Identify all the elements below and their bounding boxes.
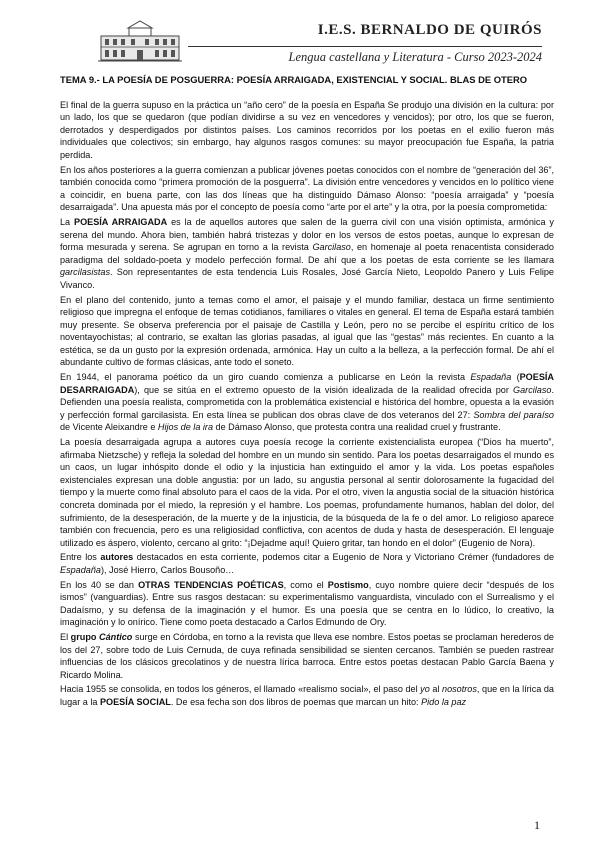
text-run: Entre los <box>60 552 101 563</box>
document-body <box>60 74 554 711</box>
text-run: ), José Hierro, Carlos Bousoño… <box>100 564 235 575</box>
text-run: destacados en esta corriente, podemos citar a Eugenio de Nora y Victoriano Crémer (fundadores de <box>133 552 554 563</box>
text-run: Pido la paz <box>421 696 467 707</box>
text-run: , en homenaje al poeta renacentista considerado paradigma del soldado-poeta y modelo perfección formal. De ahí que a los poetas de esta corriente se les llamara <box>60 242 554 265</box>
header-divider <box>188 46 542 47</box>
text-run: En 1944, el panorama poético da un giro cuando comienza a publicarse en León la revista <box>60 372 471 383</box>
paragraph <box>60 551 554 576</box>
text-run: La poesía desarraigada agrupa a autores cuya poesía recoge la corriente existencialista europea (“Dios ha muerto”, afirmaba Nietzsche) y refleja la soledad del hombre en un mundo sin sentido. Para los poetas desarraigados el mundo es un caos, un lugar inhóspito donde el odio y la injusticia han extinguido el amor y la vida. Los poetas españoles existenciales expresan una doble angustia: por un lado, su angustia personal al sentir dolorosamente la fugacidad del tiempo y la muerte como final absoluto para el caos de la vida. Por el otro, viven la angustia social de la situación histórica concreta dominada por el miedo, la represión y el hambre. Los poemas, profundamente humanos, hablan del dolor, del sufrimiento, de la desesperación, de la muerte y de la injusticia, de la búsqueda de la fe o del amor. Lo religioso aparece también con frecuencia, pero es una religiosidad conflictiva, con acentos de duda y hasta de desesperación. El lenguaje utilizado es áspero, violento, cercano al grito: “¡Dejadme aquí! Quiero gritar, tan hondo en el dolor” (Eugenio de Nora). <box>60 437 554 548</box>
paragraph <box>60 436 554 549</box>
text-run: La <box>60 216 75 227</box>
text-run: El final de la guerra supuso en la práctica un “año cero” de la poesía en España Se produjo una división en la cultura: por un lado, los que se quedaron (que podían dividirse a su vez en vencedores y vencidos); por otro, los que se fueron, derrotados y desperdigados por distintos países. Los caminos recorridos por los poetas en el exilio fueron más individuales que colectivos; sin embargo, hay algunos rasgos comunes: su mayor preocupación fue España, la patria perdida. <box>60 99 554 160</box>
text-run: Hacia 1955 se consolida, en todos los géneros, el llamado «realismo social», el paso del <box>60 684 421 695</box>
text-run: ( <box>511 372 520 383</box>
text-run: nosotros <box>442 684 477 695</box>
text-run: yo <box>420 684 430 695</box>
text-run: , como el <box>283 579 328 590</box>
text-run: ), que se sitúa en el extremo opuesto de la visión idealizada de la realidad ofrecida por <box>134 384 514 395</box>
text-run: , cuyo nombre quiere decir “después de los ismos” (vanguardias). Entre sus rasgos destacan: su experimentalismo vanguardista, vinculado con el Surrealismo y el Dadaísmo, y su defensa de la imaginación y el humor. Es una poesía que se centra en lo lúdico, lo creativo, la imaginación y lo onírico. Tiene como poeta destacado a Carlos Edmundo de Ory. <box>60 579 554 628</box>
text-run: garcilasistas <box>60 267 111 278</box>
page-header <box>0 0 600 75</box>
paragraph <box>60 683 554 708</box>
school-name: I.E.S. BERNALDO DE QUIRÓS <box>317 22 542 38</box>
text-run: autores <box>100 552 134 563</box>
school-building-logo <box>98 18 182 66</box>
paragraph <box>60 294 554 370</box>
text-run: grupo <box>70 631 100 642</box>
text-run: Garcilaso <box>312 242 351 253</box>
paragraph <box>60 216 554 292</box>
text-run: Espadaña <box>470 372 512 383</box>
text-run: de Dámaso Alonso, que protesta contra una realidad cruel y frustrante. <box>213 422 501 433</box>
text-run: al <box>429 684 443 695</box>
text-run: surge en Córdoba, en torno a la revista que lleva ese nombre. Estos poetas se proclaman herederos de los del 27, sobre todo de Luis Cernuda, de cuya refinada sensibilidad se sienten cercanos. También se pueden rastrear influencias de los clásicos grecolatinos y de nuestra lírica barroca. Entre estos poetas destacan Pablo García Baena y Ricardo Molina. <box>60 631 554 680</box>
page-number: 1 <box>534 818 540 832</box>
text-run: de Vicente Aleixandre e <box>60 422 158 433</box>
course-subject: Lengua castellana y Literatura - Curso 2023-2024 <box>288 50 542 64</box>
document-title: TEMA 9.- LA POESÍA DE POSGUERRA: POESÍA ARRAIGADA, EXISTENCIAL Y SOCIAL. BLAS DE OTERO <box>60 74 528 85</box>
text-run: OTRAS TENDENCIAS POÉTICAS <box>138 579 284 590</box>
text-run: POESÍA ARRAIGADA <box>74 216 168 227</box>
text-run: En los 40 se dan <box>60 579 139 590</box>
text-run: . De esa fecha son dos libros de poemas que marcan un hito: <box>170 696 422 707</box>
text-run: Sombra del paraíso <box>473 409 554 420</box>
text-run: Cántico <box>99 631 133 642</box>
text-run: POESÍA DESARRAIGADA <box>60 372 554 395</box>
paragraph <box>60 371 554 434</box>
text-run: El <box>60 631 71 642</box>
text-run: Garcilaso <box>513 384 552 395</box>
text-run: . Son representantes de esta tendencia Luis Rosales, José García Nieto, Leopoldo Panero y Luis Felipe Vivanco. <box>60 267 554 290</box>
text-run: POESÍA SOCIAL <box>99 696 171 707</box>
text-run: es la de aquellos autores que salen de la guerra civil con una visión optimista, armónica y serena del mundo. Ahora bien, también habrá tristezas y dolor en los versos de estos poetas, aunque lo expresan de forma mesurada y serena. Se agrupan en torno a la revista <box>60 216 554 253</box>
text-run: En los años posteriores a la guerra comienzan a publicar jóvenes poetas conocidos con el nombre de “generación del 36”, también conocida como “primera promoción de la posguerra”. La división entre vencedores y vencidos en lo político viene a coincidir, en buena parte, con las dos líneas que ha distinguido Dámaso Alonso: “poesía arraigada” y “poesía desarraigada”. Una apuesta más por el concepto de poesía como “arte por el arte” y la otra, por la poesía comprometida: <box>60 164 554 213</box>
paragraph <box>60 631 554 681</box>
text-run: Hijos de la ira <box>157 422 214 433</box>
paragraph <box>60 579 554 629</box>
text-run: Espadaña <box>60 564 101 575</box>
paragraph <box>60 99 554 162</box>
text-run: . Defienden una poesía realista, comprometida con la problemática existencial e histórica del hombre, opuesta a la evasión y perfección formal garcilasista. En esta línea se publican dos obras clave de dos veteranos del 27: <box>60 384 554 420</box>
text-run: Postismo <box>327 579 369 590</box>
paragraph <box>60 164 554 214</box>
text-run: , que en la lírica da lugar a la <box>60 684 554 707</box>
text-run: En el plano del contenido, junto a temas como el amor, el paisaje y el mundo familiar, destaca un firme sentimiento religioso que impregna el enfoque de temas cotidianos, familiares o vitales en general. El tema de España estará también muy presente. Se observa preferencia por el paisaje de Castilla y León, pero no se percibe el espíritu crítico de los noventayochistas; al contrario, se exaltan las glorias pasadas, al igual que las “gestas” más recientes. En cuanto a la estética, se da un gusto por la expresión ordenada, armónica. Hay un culto a la belleza, a la perfección formal. De ahí el abundante cultivo de formas clásicas, ante todo el soneto. <box>60 294 554 368</box>
paragraph-list <box>60 99 554 709</box>
